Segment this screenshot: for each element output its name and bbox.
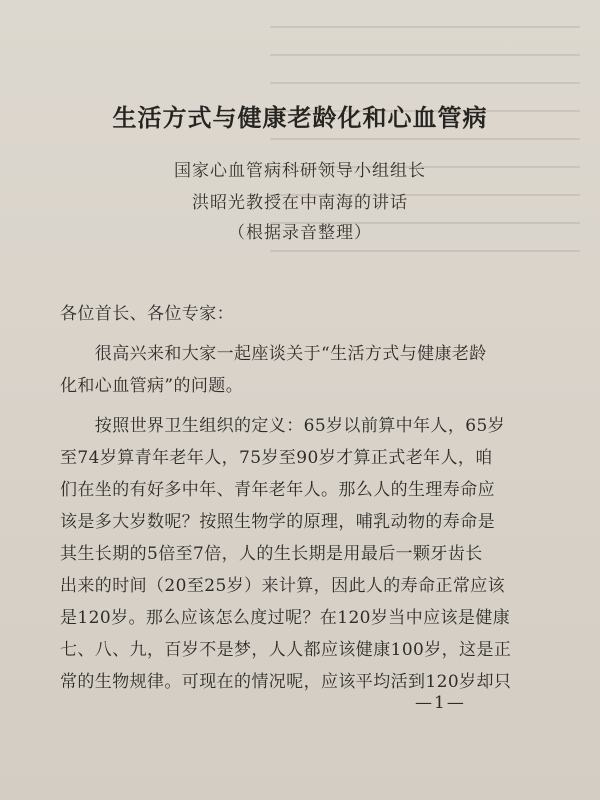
- body-line: 按照世界卫生组织的定义：65岁以前算中年人，65岁: [60, 416, 506, 436]
- speaker-speech-location: 洪昭光教授在中南海的讲话: [192, 193, 408, 213]
- bleed-through-marks: [270, 0, 580, 300]
- body-line: 很高兴来和大家一起座谈关于“生活方式与健康老龄: [60, 344, 487, 364]
- transcription-note: （根据录音整理）: [228, 223, 372, 243]
- body-line: 化和心血管病”的问题。: [60, 376, 244, 396]
- body-line: 们在坐的有好多中年、青年老年人。那么人的生理寿命应: [60, 480, 495, 500]
- speaker-role: 国家心血管病科研领导小组组长: [174, 161, 426, 181]
- body-line: 常的生物规律。可现在的情况呢，应该平均活到120岁却只: [60, 672, 512, 692]
- body-line: 至74岁算青年老年人，75岁至90岁才算正式老年人，咱: [60, 448, 493, 468]
- document-title: 生活方式与健康老龄化和心血管病: [112, 103, 488, 132]
- body-line: 该是多大岁数呢？按照生物学的原理，哺乳动物的寿命是: [60, 512, 495, 532]
- body-line: 出来的时间（20至25岁）来计算，因此人的寿命正常应该: [60, 576, 506, 596]
- page-number: —1—: [415, 693, 466, 713]
- salutation: 各位首长、各位专家：: [60, 304, 234, 324]
- body-text: [60, 298, 560, 698]
- body-line: 七、八、九，百岁不是梦，人人都应该健康100岁，这是正: [60, 640, 512, 660]
- body-line: 是120岁。那么应该怎么度过呢？在120岁当中应该是健康: [60, 608, 511, 628]
- body-line: 其生长期的5倍至7倍，人的生长期是用最后一颗牙齿长: [60, 544, 483, 564]
